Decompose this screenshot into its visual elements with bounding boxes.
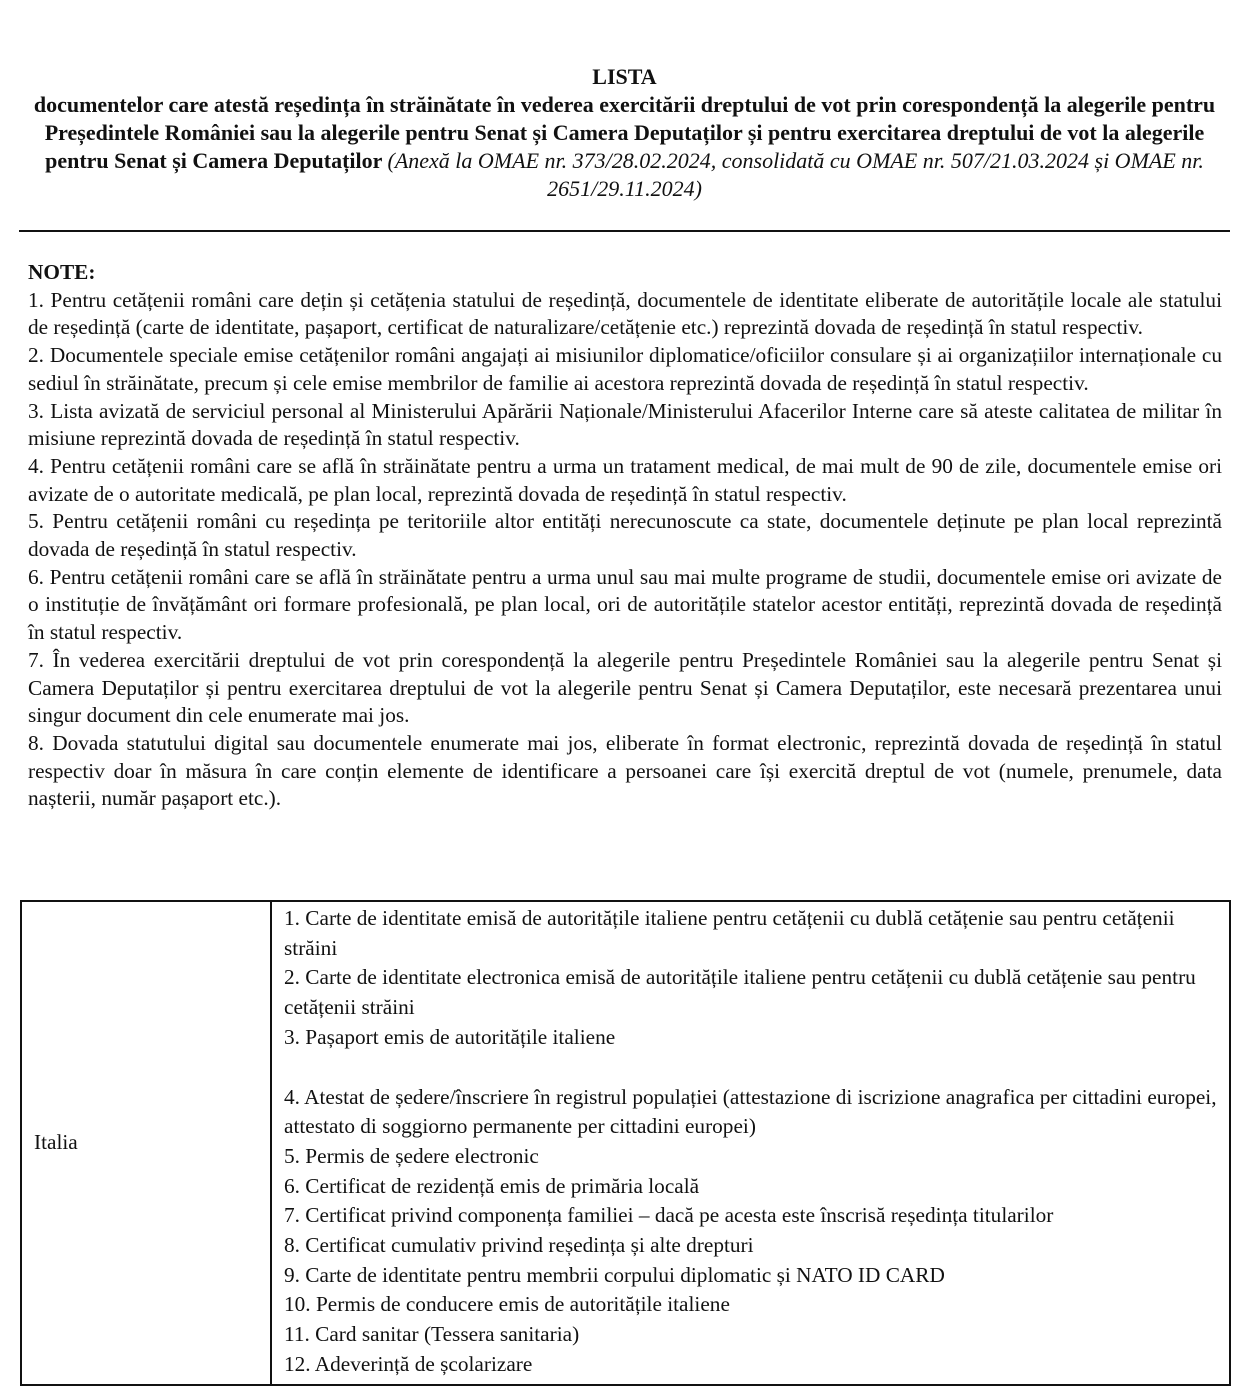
notes-heading: NOTE:	[28, 260, 96, 284]
document-item: 8. Certificat cumulativ privind reședința și alte drepturi	[284, 1233, 754, 1258]
document-title: LISTA	[592, 64, 657, 89]
document-item: 2. Carte de identitate electronica emisă de autoritățile italiene pentru cetățenii cu dublă cetățenie sau pentru cetățenii străini	[284, 965, 1196, 1020]
document-item: 4. Atestat de ședere/înscriere în registrul populației (attestazione di iscrizione anagrafica per cittadini europei, attestato di soggiorno permanente per cittadini europei)	[284, 1084, 1217, 1139]
note-item: 1. Pentru cetățenii români care dețin și cetățenia statului de reședință, documentele de identitate eliberate de autoritățile locale ale statului de reședință (carte de identitate, pașaport, certificat de naturalizare/cetățenie etc.) reprezintă dovada de reședință în statul respectiv.	[28, 287, 1222, 340]
table-row	[21, 901, 1230, 1385]
document-header	[0, 62, 1249, 203]
document-item: 1. Carte de identitate emisă de autoritățile italiene pentru cetățenii cu dublă cetățenie sau pentru cetățenii străini	[284, 906, 1175, 960]
subtitle-bold: documentelor care atestă reședința în străinătate în vederea exercitării dreptului de vot prin corespondență la alegerile pentru Președintele României sau la alegerile pentru Senat și Camera Deputaților și pentru exercitarea dreptului de vot la alegerile pentru Senat și Camera Deputaților	[33, 92, 1216, 173]
document-item: 3. Pașaport emis de autoritățile italiene	[284, 1024, 616, 1049]
note-item: 4. Pentru cetățenii români care se află în străinătate pentru a urma un tratament medical, de mai mult de 90 de zile, documentele emise ori avizate de o autoritate medicală, pe plan local, reprezintă dovada de reședință în statul respectiv.	[28, 453, 1222, 506]
subtitle-italic-reference: (Anexă la OMAE nr. 373/28.02.2024, consolidată cu OMAE nr. 507/21.03.2024 și OMAE nr. 2651/29.11.2024)	[387, 148, 1204, 201]
note-item: 2. Documentele speciale emise cetățenilor români angajați ai misiunilor diplomatice/oficiilor consulare și ai organizațiilor internaționale cu sediul în străinătate, precum și cele emise membrilor de familie ai acestora reprezintă dovada de reședință în statul respectiv.	[28, 343, 1222, 395]
notes-section	[28, 259, 1222, 813]
document-subtitle	[25, 91, 1225, 203]
country-cell: Italia	[21, 901, 271, 1385]
note-item: 6. Pentru cetățenii români care se află în străinătate pentru a urma unul sau mai multe programe de studii, documentele emise ori avizate de o instituție de învățământ ori formare profesională, pe plan local, ori de autoritățile statelor acestor entități, reprezintă dovada de reședință în statul respectiv.	[28, 564, 1222, 645]
horizontal-divider	[19, 230, 1230, 232]
note-item: 5. Pentru cetățenii români cu reședința pe teritoriile altor entități nerecunoscute ca state, documentele deținute pe plan local reprezintă dovada de reședință în statul respectiv.	[28, 509, 1222, 562]
document-item: 9. Carte de identitate pentru membrii corpului diplomatic și NATO ID CARD	[284, 1262, 945, 1287]
documents-list-cell	[271, 901, 1230, 1385]
document-item: 7. Certificat privind componența familiei – dacă pe acesta este înscrisă reședința titularilor	[284, 1203, 1054, 1228]
document-item: 5. Permis de ședere electronic	[284, 1143, 539, 1168]
document-item: 12. Adeverință de școlarizare	[284, 1351, 533, 1376]
document-item: 10. Permis de conducere emis de autoritățile italiene	[284, 1292, 730, 1317]
document-item: 11. Card sanitar (Tessera sanitaria)	[284, 1322, 580, 1347]
note-item: 7. În vederea exercitării dreptului de vot prin corespondență la alegerile pentru Președintele României sau la alegerile pentru Senat și Camera Deputaților și pentru exercitarea dreptului de vot la alegerile pentru Senat și Camera Deputaților, este necesară prezentarea unui singur document din cele enumerate mai jos.	[28, 647, 1222, 728]
note-item: 3. Lista avizată de serviciul personal al Ministerului Apărării Naționale/Ministerului Afacerilor Interne care să ateste calitatea de militar în misiune reprezintă dovada de reședință în statul respectiv.	[28, 398, 1222, 451]
documents-table	[20, 900, 1231, 1386]
document-item: 6. Certificat de rezidență emis de primăria locală	[284, 1173, 700, 1198]
note-item: 8. Dovada statutului digital sau documentele enumerate mai jos, eliberate în format electronic, reprezintă dovada de reședință în statul respectiv doar în măsura în care conțin elemente de identificare a persoanei care își exercită dreptul de vot (numele, prenumele, data nașterii, număr pașaport etc.).	[28, 730, 1222, 811]
